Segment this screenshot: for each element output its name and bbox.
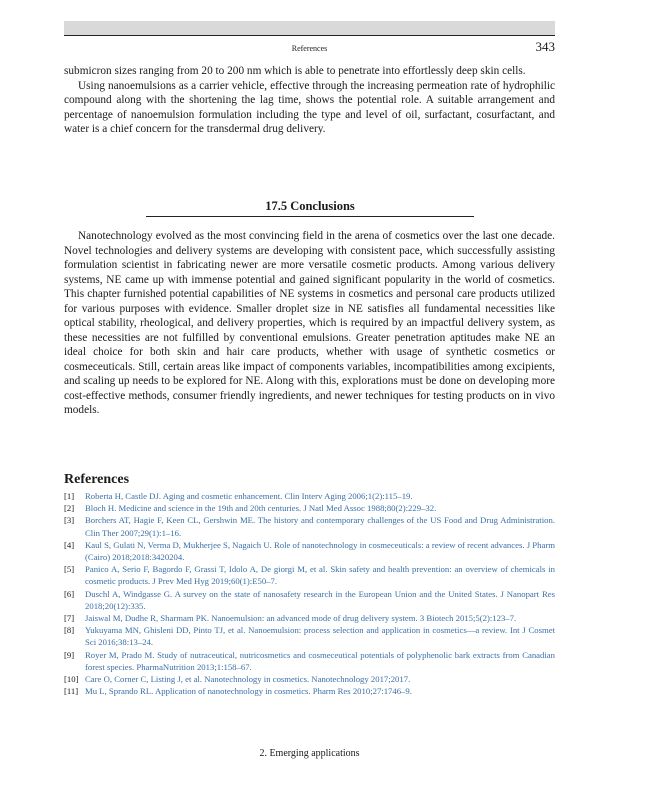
reference-link[interactable]: Panico A, Serio F, Bagordo F, Grassi T, Idolo A, De giorgi M, et al. Skin safety and health prevention: an overview of chemicals in cosmetic products. J Prev Med Hyg 2019;60(1):E50–7. xyxy=(85,564,555,587)
intro-paragraph-2: Using nanoemulsions as a carrier vehicle, effective through the increasing permeation rate of hydrophilic compound along with the shortening the lag time, shows the potential role. A suitable arrangement and percentage of nanoemulsion formulation including the type and level of oil, surfactant, cosurfactant, and water is a chief concern for the transdermal drug delivery. xyxy=(64,79,555,135)
reference-number: [7] xyxy=(64,613,75,624)
reference-item xyxy=(64,514,555,538)
reference-number: [1] xyxy=(64,491,75,501)
section-rule xyxy=(146,216,474,217)
reference-link[interactable]: Borchers AT, Hagie F, Keen CL, Gershwin ME. The history and contemporary challenges of the US Food and Drug Administration. Clin Ther 2007;29(1):1–16. xyxy=(85,515,555,538)
reference-list xyxy=(64,490,555,697)
reference-item xyxy=(64,490,555,502)
reference-number: [10] xyxy=(64,674,79,685)
reference-link[interactable]: Yukuyama MN, Ghisleni DD, Pinto TJ, et al. Nanoemulsion: process selection and application in cosmetics—a review. Int J Cosmet Sci 2016;38:13–24. xyxy=(85,625,555,648)
reference-number: [2] xyxy=(64,503,75,514)
intro-paragraph-1: submicron sizes ranging from 20 to 200 nm which is able to penetrate into effortlessly deep skin cells. xyxy=(64,65,526,77)
page-number: 343 xyxy=(535,39,555,54)
reference-number: [6] xyxy=(64,588,75,599)
reference-link[interactable]: Royer M, Prado M. Study of nutraceutical, nutricosmetics and cosmeceutical potentials of polyphenolic bark extracts from Canadian forest species. PharmaNutrition 2013;1:158–67. xyxy=(85,649,555,672)
reference-number: [3] xyxy=(64,515,75,526)
conclusions-text xyxy=(64,229,555,418)
reference-number: [4] xyxy=(64,539,75,550)
reference-item xyxy=(64,588,555,612)
running-title: References xyxy=(291,44,328,53)
conclusions-paragraph: Nanotechnology evolved as the most convincing field in the arena of cosmetics over the last one decade. Novel technologies and delivery systems are developing with consistent pace, which successfully assisting formulation scientist in fabricating newer are more versatile cosmetic products. Among various delivery systems, NE came up with immense potential and gained significant popularity in the world of cosmetics. This chapter furnished potential capabilities of NE systems in cosmetics and personal care products utilized for various purposes with evidence. Smaller droplet size in NE satisfies all fundamental necessities like optical stability, rheological, and delivery properties, which is required by an impactful delivery system, as these necessities are not fulfilled by conventional emulsions. Greater penetration aptitudes make NE an ideal choice for both skin and hair care products, whether with usage of synthetic cosmetics or cosmeceuticals. Still, certain areas like impact of components variables, incompatibilities among excipients, and scaling up needs to be explored for NE. Along with this, explorations must be done on developing more cost-effective methods, consumer friendly ingredients, and newer techniques for testing products on in vivo models. xyxy=(64,230,555,416)
part-footer: 2. Emerging applications xyxy=(259,748,360,759)
reference-link[interactable]: Jaiswal M, Dudhe R, Sharmam PK. Nanoemulsion: an advanced mode of drug delivery system. 3 Biotech 2015;5(2):123–7. xyxy=(85,613,517,624)
reference-link[interactable]: Roberta H, Castle DJ. Aging and cosmetic enhancement. Clin Interv Aging 2006;1(2):115–19. xyxy=(85,491,413,501)
reference-link[interactable]: Mu L, Sprando RL. Application of nanotechnology in cosmetics. Pharm Res 2010;27:1746–9. xyxy=(85,686,412,697)
reference-item xyxy=(64,673,555,685)
reference-item xyxy=(64,612,555,624)
reference-number: [5] xyxy=(64,564,75,575)
reference-item xyxy=(64,563,555,587)
header-bar xyxy=(64,21,555,35)
reference-number: [11] xyxy=(64,686,79,697)
header-rule xyxy=(64,35,555,36)
reference-link[interactable]: Care O, Corner C, Listing J, et al. Nanotechnology in cosmetics. Nanotechnology 2017;2017. xyxy=(85,674,411,685)
reference-item xyxy=(64,649,555,673)
reference-link[interactable]: Kaul S, Gulati N, Verma D, Mukherjee S, Nagaich U. Role of nanotechnology in cosmeceuticals: a review of recent advances. J Pharm (Cairo) 2018;2018:3420204. xyxy=(85,539,555,563)
reference-number: [9] xyxy=(64,649,75,660)
section-heading: 17.5 Conclusions xyxy=(265,199,355,213)
reference-link[interactable]: Bloch H. Medicine and science in the 19th and 20th centuries. J Natl Med Assoc 1988;80(2):229–32. xyxy=(85,503,437,514)
reference-item xyxy=(64,502,555,514)
reference-item xyxy=(64,624,555,648)
reference-item xyxy=(64,539,555,563)
reference-link[interactable]: Duschl A, Windgasse G. A survey on the state of nanosafety research in the European Union and the United States. J Nanopart Res 2018;20(12):335. xyxy=(85,588,555,611)
running-head xyxy=(64,41,555,57)
references-heading: References xyxy=(64,472,130,487)
reference-item xyxy=(64,685,555,697)
intro-text xyxy=(64,64,555,137)
reference-number: [8] xyxy=(64,625,75,636)
